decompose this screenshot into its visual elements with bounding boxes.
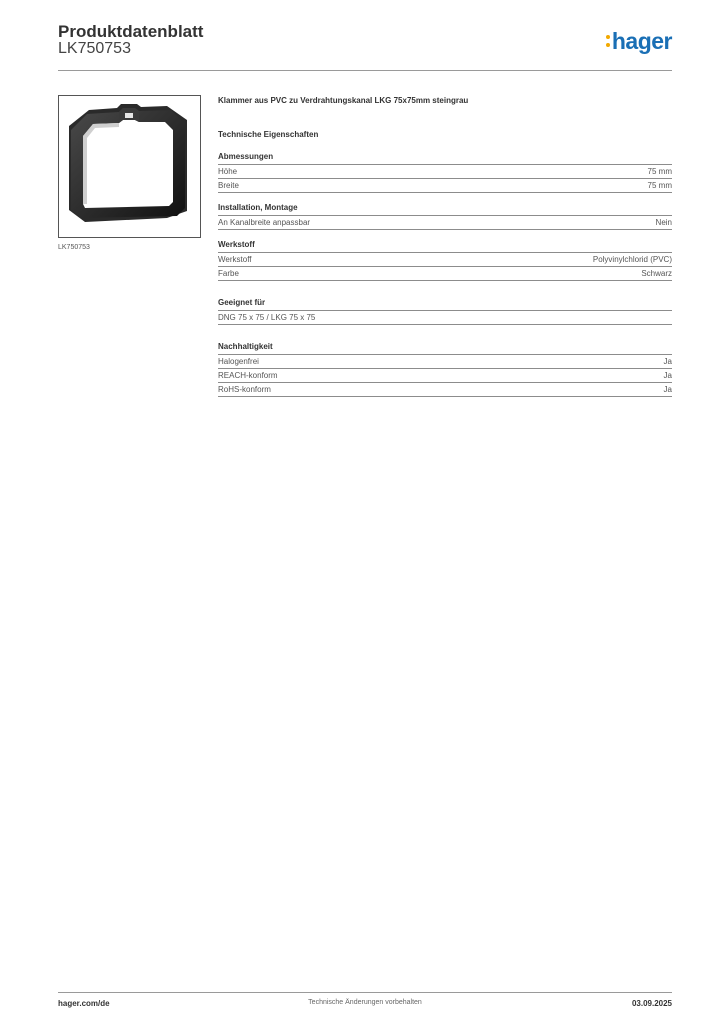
product-number: LK750753: [58, 40, 131, 57]
section-geeignet: [218, 297, 672, 325]
product-image: [58, 95, 201, 238]
page-header: [58, 22, 672, 71]
page-title: Produktdatenblatt: [58, 22, 204, 41]
product-description: Klammer aus PVC zu Verdrahtungskanal LKG 75x75mm steingrau: [218, 96, 469, 105]
table-row: [218, 267, 672, 281]
table-row: [218, 369, 672, 383]
row-value: Ja: [663, 371, 672, 380]
image-caption: LK750753: [58, 244, 90, 251]
section-abmessungen: [218, 151, 672, 193]
page-footer: [58, 992, 672, 1013]
row-label: RoHS-konform: [218, 385, 271, 394]
footer-date: 03.09.2025: [631, 999, 672, 1008]
row-label: Werkstoff: [218, 255, 252, 264]
row-label: REACH-konform: [218, 371, 278, 380]
row-value: Ja: [663, 385, 672, 394]
section-title: Abmessungen: [218, 151, 672, 165]
product-details: [218, 96, 672, 397]
table-row: [218, 311, 672, 325]
section-installation: [218, 202, 672, 230]
website-link[interactable]: hager.com/de: [58, 999, 110, 1008]
row-value: Schwarz: [641, 269, 672, 278]
row-value: 75 mm: [647, 181, 672, 190]
clip-bracket-icon: [59, 96, 200, 237]
table-row: [218, 253, 672, 267]
row-label: Farbe: [218, 269, 239, 278]
section-title: Installation, Montage: [218, 202, 672, 216]
row-value: Ja: [663, 357, 672, 366]
row-label: An Kanalbreite anpassbar: [218, 218, 311, 227]
table-row: [218, 216, 672, 230]
row-value: 75 mm: [647, 167, 672, 176]
table-row: [218, 355, 672, 369]
logo-text: hager: [611, 28, 672, 54]
row-value: Nein: [655, 218, 672, 227]
hager-logo: [606, 28, 672, 55]
table-row: [218, 383, 672, 397]
row-value: Polyvinylchlorid (PVC): [592, 255, 672, 264]
logo-dots-icon: [606, 35, 611, 48]
section-nachhaltigkeit: [218, 341, 672, 397]
footer-note: Technische Änderungen vorbehalten: [308, 999, 422, 1006]
row-label: Halogenfrei: [218, 357, 259, 366]
row-label: Breite: [218, 181, 239, 190]
section-title: Nachhaltigkeit: [218, 341, 672, 355]
tech-heading: Technische Eigenschaften: [218, 130, 319, 139]
section-title: Werkstoff: [218, 239, 672, 253]
row-label: Höhe: [218, 167, 238, 176]
table-row: [218, 165, 672, 179]
section-title: Geeignet für: [218, 297, 672, 311]
section-werkstoff: [218, 239, 672, 281]
row-label: DNG 75 x 75 / LKG 75 x 75: [218, 313, 316, 322]
table-row: [218, 179, 672, 193]
